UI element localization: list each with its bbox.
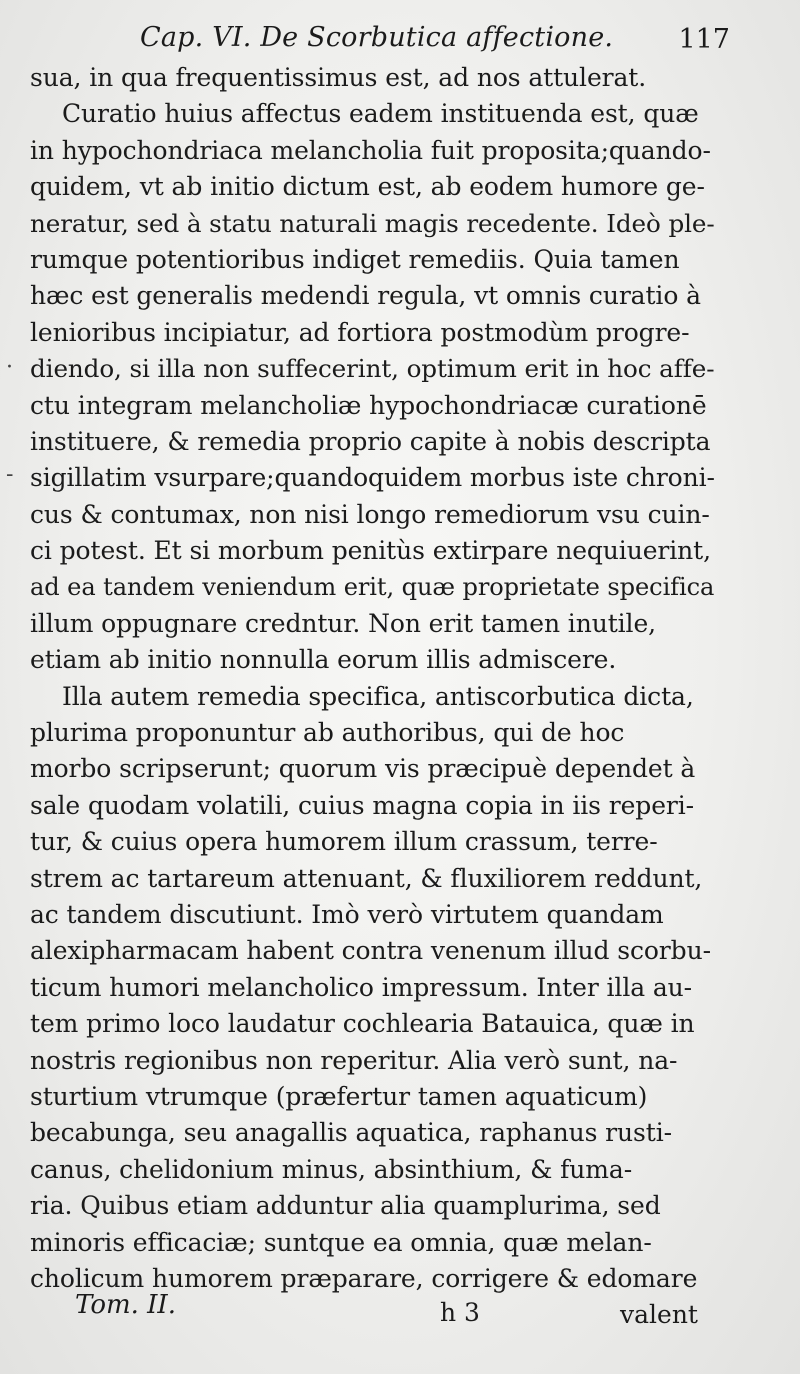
- text-line: ctu integram melancholiæ hypochondriacæ curationē: [30, 390, 707, 420]
- page-header: [140, 22, 730, 62]
- text-line: in hypochondriaca melancholia fuit proposita;quando-: [30, 135, 711, 165]
- text-line: Curatio huius affectus eadem instituenda est, quæ: [62, 99, 699, 129]
- text-line: ad ea tandem veniendum erit, quæ proprietate specifica: [30, 573, 715, 602]
- text-line: canus, chelidonium minus, absinthium, & fuma-: [30, 1154, 633, 1184]
- text-line: ticum humori melancholico impressum. Inter illa au-: [30, 972, 693, 1002]
- body-text: [30, 60, 715, 1297]
- text-line: sturtium vtrumque (præfertur tamen aquaticum): [30, 1081, 648, 1111]
- text-line: nostris regionibus non reperitur. Alia verò sunt, na-: [30, 1045, 678, 1075]
- margin-dash: -: [6, 462, 14, 487]
- text-line: alexipharmacam habent contra venenum illud scorbu-: [30, 936, 711, 966]
- text-line: tur, & cuius opera humorem illum crassum, terre-: [30, 827, 658, 857]
- text-line: ac tandem discutiunt. Imò verò virtutem quandam: [30, 899, 664, 929]
- signature-tom: Tom. II.: [75, 1290, 176, 1320]
- text-line: plurima proponuntur ab authoribus, qui de hoc: [30, 718, 625, 748]
- text-line: hæc est generalis medendi regula, vt omnis curatio à: [30, 281, 701, 311]
- text-line: minoris efficaciæ; suntque ea omnia, quæ melan-: [30, 1227, 652, 1257]
- text-line: sale quodam volatili, cuius magna copia in iis reperi-: [30, 790, 694, 820]
- text-line: neratur, sed à statu naturali magis recedente. Ideò ple-: [30, 208, 715, 238]
- text-line: becabunga, seu anagallis aquatica, raphanus rusti-: [30, 1118, 672, 1148]
- text-line: ci potest. Et si morbum penitùs extirpare nequiuerint,: [30, 536, 711, 566]
- text-line: ria. Quibus etiam adduntur alia quamplurima, sed: [30, 1191, 661, 1221]
- text-line: cus & contumax, non nisi longo remediorum vsu cuin-: [30, 499, 710, 529]
- text-line: cholicum humorem præparare, corrigere & edomare: [30, 1263, 698, 1293]
- signature-mark: h 3: [440, 1298, 480, 1327]
- text-line: morbo scripserunt; quorum vis præcipuè dependet à: [30, 754, 696, 784]
- text-line: lenioribus incipiatur, ad fortiora postmodùm progre-: [30, 317, 690, 347]
- running-head: Cap. VI. De Scorbutica affectione.: [140, 22, 614, 53]
- text-line: etiam ab initio nonnulla eorum illis admiscere.: [30, 645, 617, 675]
- page-number: 117: [678, 24, 730, 55]
- text-line: strem ac tartareum attenuant, & fluxiliorem reddunt,: [30, 863, 703, 893]
- text-line: tem primo loco laudatur cochlearia Batauica, quæ in: [30, 1009, 695, 1039]
- text-line: Illa autem remedia specifica, antiscorbutica dicta,: [62, 681, 694, 711]
- text-line: diendo, si illa non suffecerint, optimum erit in hoc affe-: [30, 354, 715, 384]
- text-line: quidem, vt ab initio dictum est, ab eodem humore ge-: [30, 172, 705, 202]
- text-line: rumque potentioribus indiget remediis. Quia tamen: [30, 244, 680, 274]
- text-line: sigillatim vsurpare;quandoquidem morbus iste chroni-: [30, 463, 715, 493]
- catchword: valent: [620, 1300, 698, 1329]
- text-line: illum oppugnare credntur. Non erit tamen inutile,: [30, 608, 656, 638]
- text-line: sua, in qua frequentissimus est, ad nos attulerat.: [30, 63, 647, 92]
- text-line: instituere, & remedia proprio capite à nobis descripta: [30, 426, 711, 456]
- margin-dot: ·: [6, 355, 13, 380]
